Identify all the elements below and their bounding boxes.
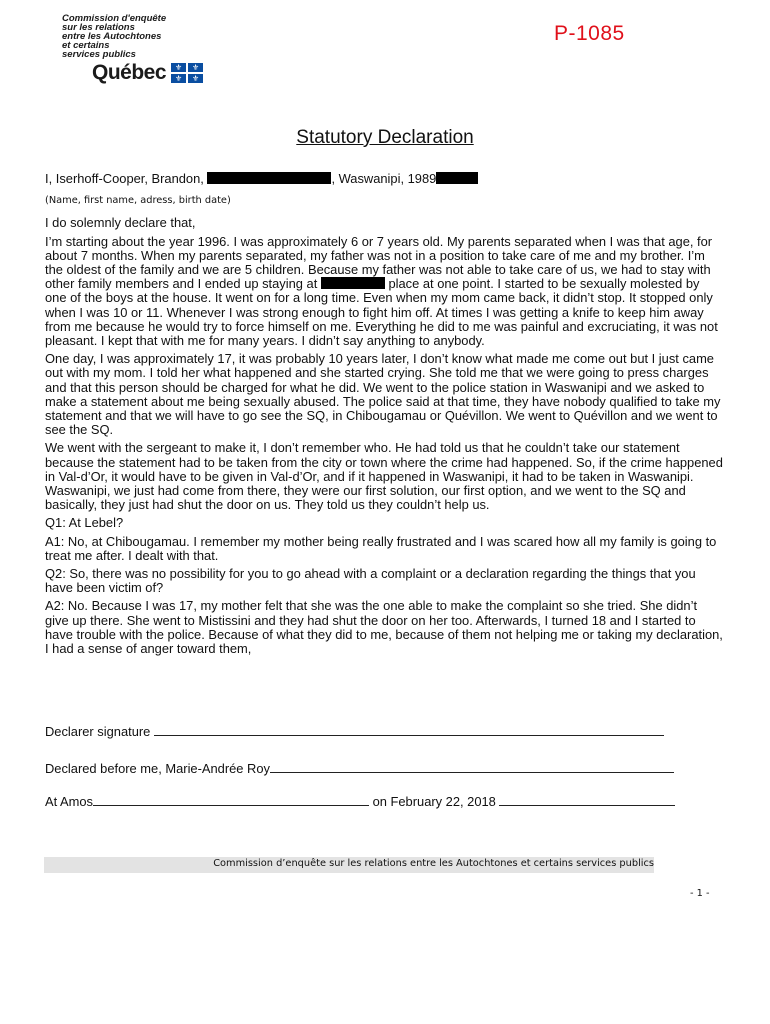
paragraph: One day, I was approximately 17, it was probably 10 years later, I don’t know what made me come out but I just came out with my mom. I told her what happened and she started crying. She told me that we were going to press charges and that this person should be charged for what he did. We went to the police station in Waswanipi and we asked to make a statement about me being sexually abused. The police said at that time, they have nobody qualified to take my statement and that we will have to go see the SQ, in Chibougamau or Quévillon. We went to Quévillon and we went to see the SQ. xyxy=(45,351,721,438)
page-title: Statutory Declaration xyxy=(296,127,474,148)
declared-before-line xyxy=(45,761,674,776)
logo-line: sur les relations xyxy=(62,22,135,33)
paragraph-text: I’m starting about the year 1996. I was approximately 6 or 7 years old. My parents separated when I was that age, for about 7 months. When my parents separated, my father was not in a position to take care of me and my brother. I’m the oldest of the family and we are 5 children. Because my father was not able to take care of us, we had to stay with other family members and I ended up staying at xyxy=(45,233,713,292)
declared-before-blank xyxy=(270,762,674,773)
declaration-body xyxy=(45,172,723,660)
declarant-town-year: , Waswanipi, 1989 xyxy=(331,171,437,186)
declarant-field-note: (Name, first name, adress, birth date) xyxy=(45,195,231,207)
place-blank xyxy=(93,795,369,806)
exhibit-number: P-1085 xyxy=(554,22,625,45)
declared-before-label: Declared before me, Marie-Andrée Roy xyxy=(45,761,270,776)
fleur-de-lis-icon: ⚜ xyxy=(188,74,203,83)
footer-commission: Commission d’enquête sur les relations entre les Autochtones et certains services publics xyxy=(213,858,654,869)
redacted-address xyxy=(207,172,331,184)
quebec-flag-icon xyxy=(171,63,203,83)
answer: A1: No, at Chibougamau. I remember my mother being really frustrated and I was scared how all my family is going to treat me after. I dealt with that. xyxy=(45,533,717,563)
paragraph xyxy=(45,235,723,349)
question: Q1: At Lebel? xyxy=(45,515,124,531)
quebec-wordmark: Québec xyxy=(92,61,167,84)
commission-logo xyxy=(62,14,242,85)
declarant-name: I, Iserhoff-Cooper, Brandon, xyxy=(45,171,204,186)
fleur-de-lis-icon: ⚜ xyxy=(188,63,203,72)
date-text: on February 22, 2018 xyxy=(372,794,496,809)
redacted-name xyxy=(321,277,385,289)
logo-line: entre les Autochtones xyxy=(62,31,162,42)
place-date-line xyxy=(45,794,675,809)
date-blank xyxy=(499,795,675,806)
paragraph: I do solemnly declare that, xyxy=(45,215,196,231)
logo-line: services publics xyxy=(62,49,136,60)
paragraph: We went with the sergeant to make it, I don’t remember who. He had told us that he couldn’t take our statement because the statement had to be taken from the city or town where the crime had happened. So, if the crime happened in Val-d’Or, it would have to be given in Val-d’Or, and if it happened in Waswanipi, it had to be taken in Waswanipi. Waswanipi, we just had come from there, they were our first solution, our first option, and we went to the SQ and basically, they just had shut the door on us. They told us they couldn’t help us. xyxy=(45,440,723,513)
question: Q2: So, there was no possibility for you to go ahead with a complaint or a declaration regarding the things that you have been victim of? xyxy=(45,566,696,596)
page-number: - 1 - xyxy=(690,888,710,899)
place-label: At Amos xyxy=(45,794,93,809)
signature-line xyxy=(45,724,664,739)
logo-line: et certains xyxy=(62,40,110,51)
answer: A2: No. Because I was 17, my mother felt that she was the one able to make the complaint so she tried. She didn’t give up there. She went to Mistissini and they had shut the door on her too. Afterwards, I turned 18 and I started to have trouble with the police. Because of what they did to me, because of them not helping me or taking my declaration, I had a sense of anger toward them, xyxy=(45,598,723,657)
signature-label: Declarer signature xyxy=(45,724,151,739)
paragraph-text: place at one point. I started to be sexually molested by one of the boys at the house. It went on for a long time. Even when my mom came back, it didn’t stop. It stopped only when I was 10 or 11. Whenever I was strong enough to fight him off. At times I was getting a knife to keep him away from me because he would try to force himself on me. Everything he did to me was painful and excruciating, it was not pleasant. I kept that with me for many years. I didn’t say anything to anybody. xyxy=(45,276,718,349)
signature-blank xyxy=(154,725,664,736)
declarant-line xyxy=(45,172,723,186)
fleur-de-lis-icon: ⚜ xyxy=(171,74,186,83)
logo-line: Commission d'enquête xyxy=(62,13,167,24)
fleur-de-lis-icon: ⚜ xyxy=(171,63,186,72)
redacted-birth-date xyxy=(436,172,478,184)
